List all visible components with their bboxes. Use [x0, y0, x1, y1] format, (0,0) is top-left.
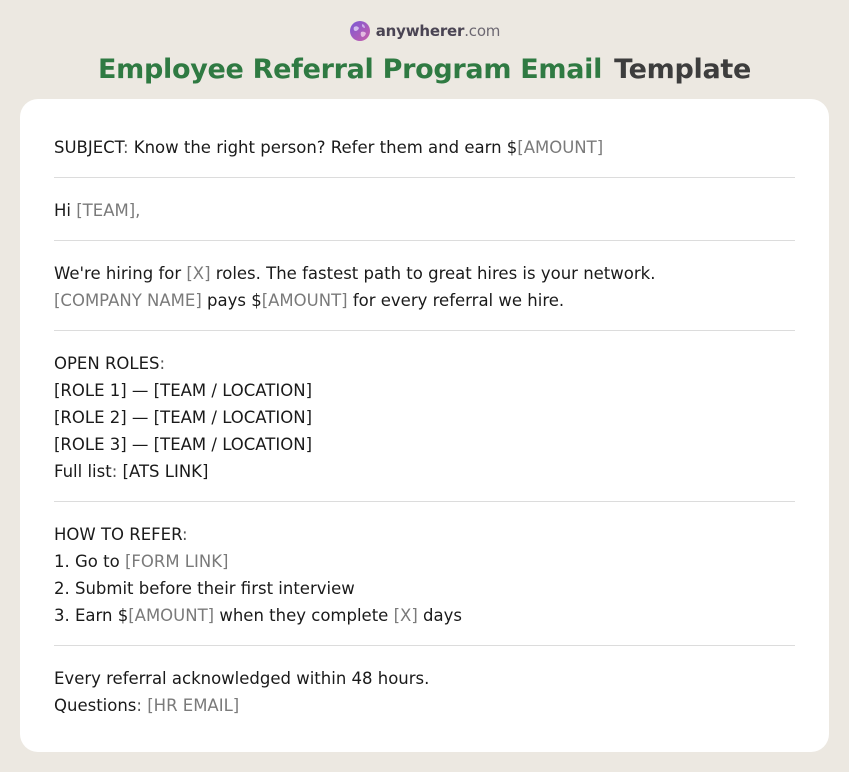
days-placeholder: [X] [393, 606, 418, 625]
how-to-refer-label: HOW TO REFER [54, 525, 183, 544]
greeting-line [54, 197, 795, 224]
step-text: days [417, 606, 462, 625]
subject-text: Know the right person? Refer them and earn $ [133, 138, 518, 157]
step-item [54, 548, 795, 575]
greeting-section [54, 197, 795, 224]
role-item: [ROLE 3] — [TEAM / LOCATION] [54, 435, 313, 454]
greeting-team-placeholder: [TEAM], [76, 201, 141, 220]
step-text: when they complete [214, 606, 394, 625]
ats-link-placeholder: [ATS LINK] [122, 462, 209, 481]
page-title-main: Employee Referral Program Email [98, 54, 603, 85]
email-template-card [20, 99, 829, 752]
amount-placeholder: [AMOUNT] [261, 291, 348, 310]
brand-name-main: anywherer [375, 22, 465, 40]
hr-email-placeholder: [HR EMAIL] [147, 696, 240, 715]
intro-text: We're hiring for [54, 264, 187, 283]
closing-line: Every referral acknowledged within 48 hours. [54, 669, 430, 688]
role-item: [ROLE 2] — [TEAM / LOCATION] [54, 408, 313, 427]
subject-amount-placeholder: [AMOUNT] [517, 138, 604, 157]
company-name-placeholder: [COMPANY NAME] [54, 291, 202, 310]
divider [54, 330, 795, 331]
step-text: 3. Earn $ [54, 606, 129, 625]
step-item [54, 602, 795, 629]
intro-line-2 [54, 287, 795, 314]
roles-count-placeholder: [X] [186, 264, 211, 283]
intro-text: pays $ [201, 291, 262, 310]
how-to-refer-section [54, 521, 795, 629]
divider [54, 240, 795, 241]
full-list-line: Full list: [ATS LINK] [54, 462, 209, 481]
open-roles-label: OPEN ROLES [54, 354, 160, 373]
step-text: 1. Go to [54, 552, 125, 571]
role-item: [ROLE 1] — [TEAM / LOCATION] [54, 381, 313, 400]
divider [54, 645, 795, 646]
brand-name [376, 22, 500, 40]
open-roles-heading: OPEN ROLES: [54, 354, 166, 373]
brand-logo-inner [349, 20, 500, 42]
subject-section [54, 134, 795, 161]
globe-icon [349, 20, 371, 42]
brand-logo [0, 19, 849, 43]
questions-label: Questions [54, 696, 137, 715]
step-item: 2. Submit before their first interview [54, 579, 355, 598]
page-title [0, 50, 849, 90]
divider [54, 501, 795, 502]
page-title-suffix: Template [614, 54, 751, 85]
greeting-text: Hi [54, 201, 77, 220]
form-link-placeholder: [FORM LINK] [124, 552, 229, 571]
intro-line-1 [54, 260, 795, 287]
subject-label: SUBJECT [54, 138, 123, 157]
brand-name-tld: .com [464, 22, 501, 40]
intro-section [54, 260, 795, 314]
amount-placeholder: [AMOUNT] [128, 606, 215, 625]
questions-line: Questions: [HR EMAIL] [54, 696, 240, 715]
intro-text: roles. The fastest path to great hires is your network. [210, 264, 656, 283]
subject-line: SUBJECT: Know the right person? Refer them and earn $[AMOUNT] [54, 138, 604, 157]
open-roles-section [54, 350, 795, 485]
full-list-label: Full list [54, 462, 112, 481]
divider [54, 177, 795, 178]
how-to-refer-heading: HOW TO REFER: [54, 525, 188, 544]
closing-section [54, 665, 795, 719]
intro-text: for every referral we hire. [347, 291, 565, 310]
